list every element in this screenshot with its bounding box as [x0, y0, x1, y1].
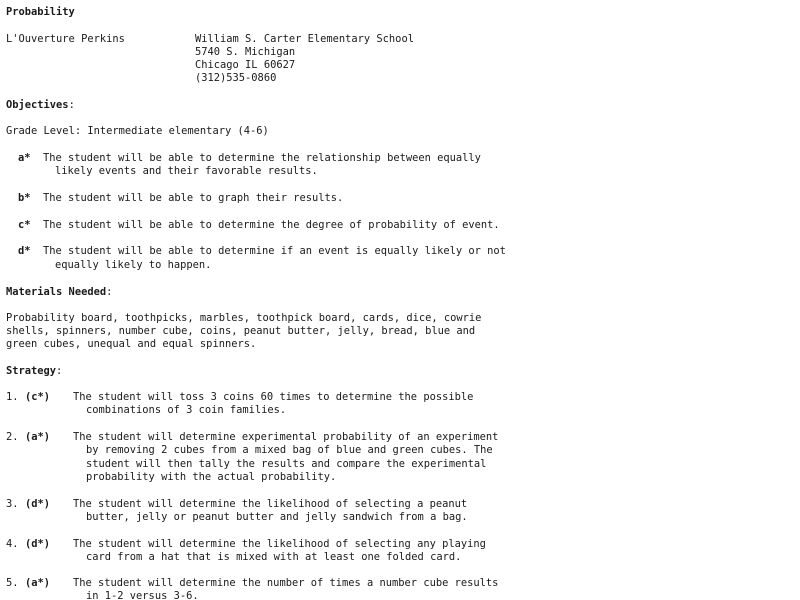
- strategy-2-line-4: probability with the actual probability.: [86, 471, 337, 483]
- materials-line-2: shells, spinners, number cube, coins, peanut butter, jelly, bread, blue and: [6, 325, 476, 337]
- strategy-2-line-3: student will then tally the results and compare the experimental: [86, 458, 487, 470]
- strategy-tag-5: (a*): [25, 577, 51, 589]
- objective-marker-d: d*: [18, 245, 31, 257]
- strategy-tag-1: (c*): [25, 391, 51, 403]
- strategy-tag-2: (a*): [25, 431, 51, 443]
- strategy-5-line-2: in 1-2 versus 3-6.: [86, 590, 199, 600]
- objectives-heading: Objectives:: [6, 99, 75, 111]
- strategy-4-line-2: card from a hat that is mixed with at least one folded card.: [86, 551, 462, 563]
- strategy-1-line-2: combinations of 3 coin families.: [86, 404, 287, 416]
- materials-heading: Materials Needed:: [6, 286, 113, 298]
- objective-a-line-2: likely events and their favorable results.: [55, 165, 318, 177]
- objective-c-line-1: The student will be able to determine the degree of probability of event.: [43, 219, 500, 231]
- strategy-5-line-1: The student will determine the number of times a number cube results: [73, 577, 499, 589]
- strategy-number-5: 5.: [6, 577, 19, 589]
- strategy-number-3: 3.: [6, 498, 19, 510]
- objective-marker-a: a*: [18, 152, 31, 164]
- objective-marker-b: b*: [18, 192, 31, 204]
- objective-b-line-1: The student will be able to graph their results.: [43, 192, 344, 204]
- strategy-3-line-2: butter, jelly or peanut butter and jelly sandwich from a bag.: [86, 511, 468, 523]
- strategy-2-line-2: by removing 2 cubes from a mixed bag of blue and green cubes. The: [86, 444, 493, 456]
- school-name: William S. Carter Elementary School: [195, 33, 414, 45]
- materials-line-3: green cubes, unequal and equal spinners.: [6, 338, 257, 350]
- materials-line-1: Probability board, toothpicks, marbles, toothpick board, cards, dice, cowrie: [6, 312, 482, 324]
- author-name: L'Ouverture Perkins: [6, 33, 125, 45]
- strategy-3-line-1: The student will determine the likelihood of selecting a peanut: [73, 498, 468, 510]
- strategy-heading: Strategy:: [6, 365, 63, 377]
- strategy-number-2: 2.: [6, 431, 19, 443]
- school-phone: (312)535-0860: [195, 72, 277, 84]
- strategy-4-line-1: The student will determine the likelihood of selecting any playing: [73, 538, 486, 550]
- objective-marker-c: c*: [18, 219, 31, 231]
- strategy-2-line-1: The student will determine experimental probability of an experiment: [73, 431, 499, 443]
- objective-a-line-1: The student will be able to determine the relationship between equally: [43, 152, 481, 164]
- objective-d-line-1: The student will be able to determine if an event is equally likely or not: [43, 245, 506, 257]
- strategy-number-1: 1.: [6, 391, 19, 403]
- school-street: 5740 S. Michigan: [195, 46, 296, 58]
- objective-d-line-2: equally likely to happen.: [55, 259, 212, 271]
- strategy-tag-4: (d*): [25, 538, 51, 550]
- strategy-1-line-1: The student will toss 3 coins 60 times to determine the possible: [73, 391, 474, 403]
- strategy-tag-3: (d*): [25, 498, 51, 510]
- strategy-number-4: 4.: [6, 538, 19, 550]
- school-city: Chicago IL 60627: [195, 59, 296, 71]
- grade-level: Grade Level: Intermediate elementary (4-6): [6, 125, 269, 137]
- doc-title: Probability: [6, 6, 75, 18]
